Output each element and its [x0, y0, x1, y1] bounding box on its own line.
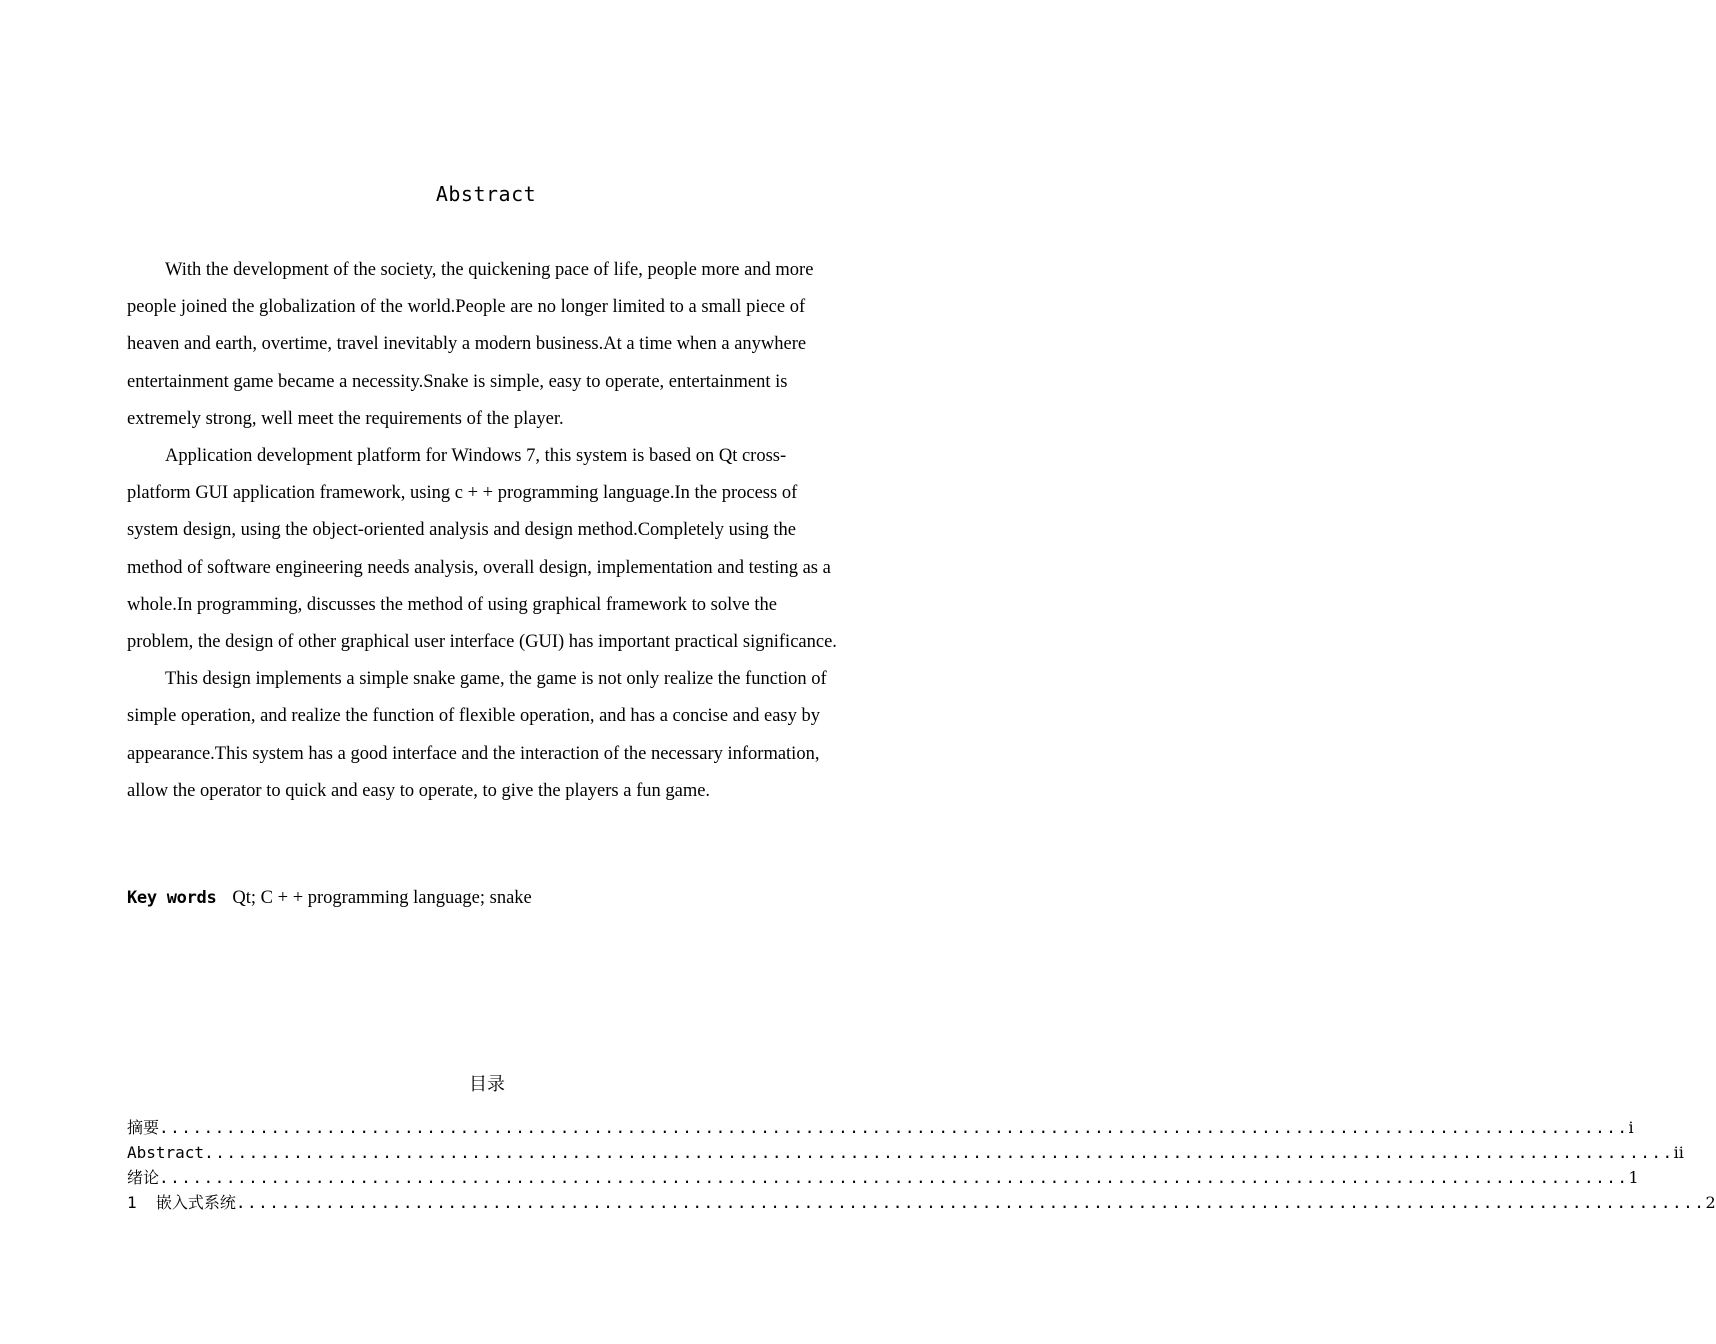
toc-entry[interactable] [127, 1190, 1716, 1215]
toc-entry[interactable] [127, 1165, 1639, 1190]
toc-dot-leader: .................................................................................................................................... [159, 1118, 1629, 1137]
toc-entry-page: i [1628, 1118, 1634, 1137]
abstract-paragraph-2: Application development platform for Windows 7, this system is based on Qt cross-platform GUI application framework, using c + + programming language.In the process of system design, using the object-oriented analysis and design method.Completely using the method of software engineering needs analysis, overall design, implementation and testing as a whole.In programming, discusses the method of using graphical framework to solve the problem, the design of other graphical user interface (GUI) has important practical significance. [127, 446, 837, 653]
toc-entry[interactable] [127, 1140, 1684, 1165]
toc-entry-page: 2 [1705, 1193, 1716, 1212]
toc-entry-label: 绪论 [127, 1168, 160, 1187]
keywords-line [127, 884, 532, 912]
toc-dot-leader: .................................................................................................................................... [235, 1193, 1706, 1212]
toc-title: 目录 [469, 1074, 505, 1095]
table-of-contents [127, 1115, 1716, 1215]
toc-entry-page: ii [1673, 1143, 1684, 1162]
abstract-body [127, 252, 845, 810]
toc-entry-label: 1 嵌入式系统 [127, 1193, 236, 1212]
keywords-text: Qt; C + + programming language; snake [232, 888, 532, 908]
toc-dot-leader: .................................................................................................................................... [159, 1168, 1629, 1187]
toc-entry[interactable] [127, 1115, 1634, 1140]
toc-entry-label: 摘要 [127, 1118, 160, 1137]
toc-entry-page: 1 [1628, 1168, 1639, 1187]
abstract-paragraph-3: This design implements a simple snake game, the game is not only realize the function of simple operation, and realize the function of flexible operation, and has a concise and easy by appearance.This system has a good interface and the interaction of the necessary information, allow the operator to quick and easy to operate, to give the players a fun game. [127, 669, 827, 801]
keywords-label: Key words [127, 888, 217, 908]
abstract-paragraph-1: With the development of the society, the quickening pace of life, people more and more people joined the globalization of the world.People are no longer limited to a small piece of heaven and earth, overtime, travel inevitably a modern business.At a time when a anywhere entertainment game became a necessity.Snake is simple, easy to operate, entertainment is extremely strong, well meet the requirements of the player. [127, 260, 814, 429]
abstract-title: Abstract [435, 182, 537, 206]
toc-dot-leader: .................................................................................................................................... [204, 1143, 1674, 1162]
toc-entry-label: Abstract [127, 1143, 205, 1162]
